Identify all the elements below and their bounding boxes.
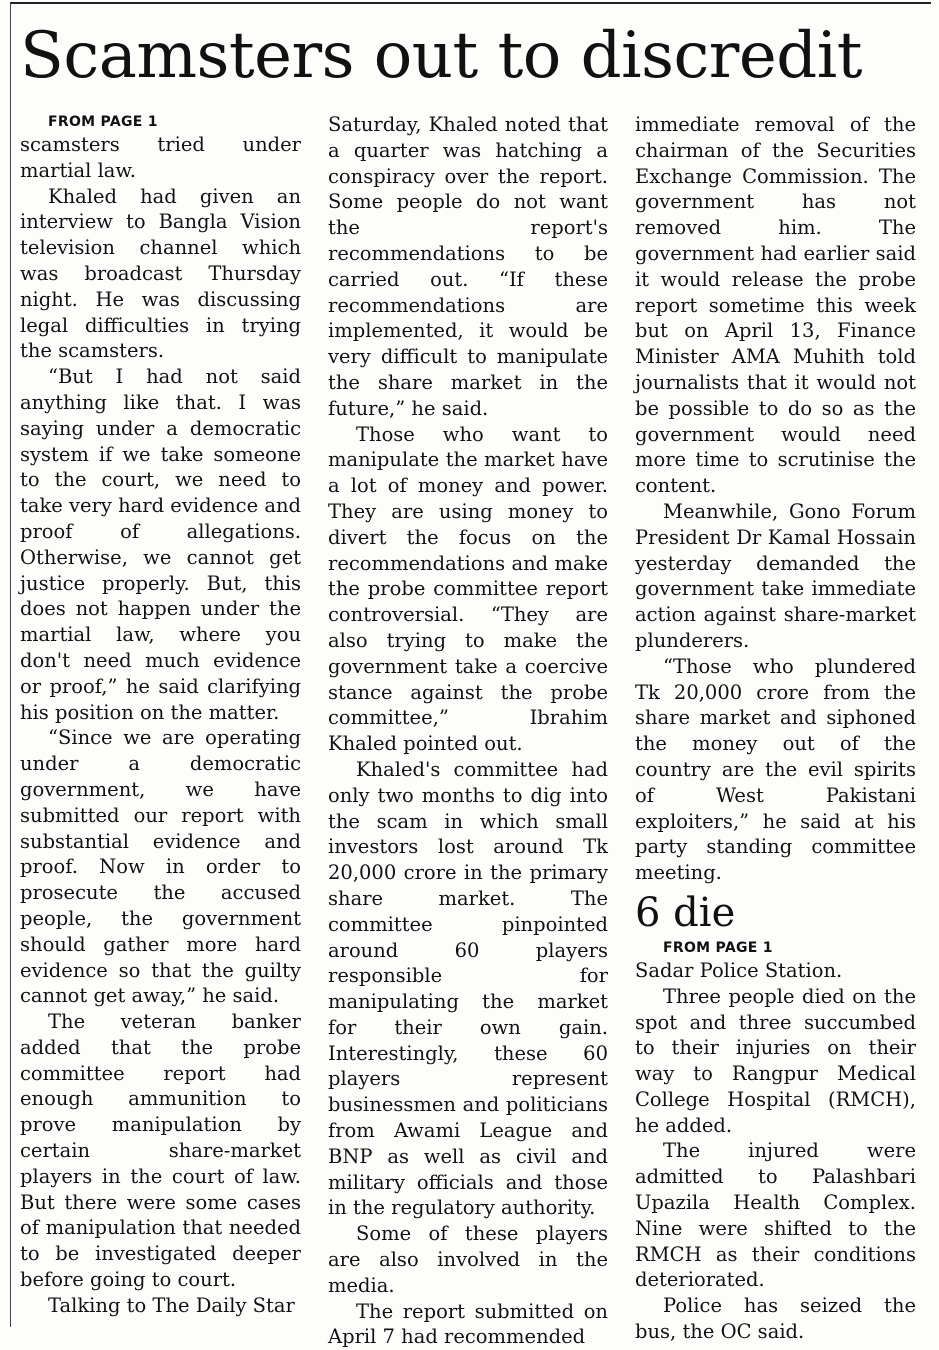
paragraph: Talking to The Daily Star	[48, 1293, 295, 1317]
article-headline: Scamsters out to discredit	[20, 19, 862, 93]
paragraph: Some of these players are also involved in the media.	[328, 1222, 608, 1297]
paragraph: “Since we are operating under a democratic government, we have submitted our report with substantial evidence and proof. Now in order to prosecute the accused people, the government should gather more hard evidence so that the guilty cannot get away,” he said.	[20, 726, 301, 1008]
paragraph: The report submitted on April 7 had recommended	[328, 1299, 608, 1349]
second-article-kicker: FROM PAGE 1	[663, 939, 773, 956]
paragraph: Saturday, Khaled noted that a quarter was hatching a conspiracy over the report. Some people do not want the report's recommendations to be carried out. “If these recommendations are implemented, it would be very difficult to manipulate the share market in the future,” he said.	[328, 113, 608, 420]
paragraph: The injured were admitted to Palashbari Upazila Health Complex. Nine were shifted to the RMCH as their conditions deteriorated.	[635, 1139, 916, 1292]
article-kicker: FROM PAGE 1	[48, 114, 158, 130]
paragraph: The veteran banker added that the probe committee report had enough ammunition to prove manipulation by certain share-market players in the court of law. But there were some cases of manipulation that needed to be investigated deeper before going to court.	[20, 1010, 301, 1292]
paragraph: Three people died on the spot and three succumbed to their injuries on their way to Rangpur Medical College Hospital (RMCH), he added.	[635, 984, 916, 1137]
paragraph: Khaled had given an interview to Bangla Vision television channel which was broadcast Thursday night. He was discussing legal difficulties in trying the scamsters.	[20, 184, 301, 363]
paragraph: Sadar Police Station.	[635, 958, 843, 982]
paragraph: immediate removal of the chairman of the Securities Exchange Commission. The government has not removed him. The government had earlier said it would release the probe report sometime this week but on April 13, Finance Minister AMA Muhith told journalists that it would not be possible to do so as the government would need more time to scrutinise the content.	[635, 113, 916, 498]
left-rule	[10, 2, 11, 1327]
article-column-1	[20, 112, 301, 1319]
paragraph: Meanwhile, Gono Forum President Dr Kamal Hossain yesterday demanded the government take immediate action against share-market plunderers.	[635, 499, 916, 652]
paragraph: Police has seized the bus, the OC said.	[635, 1294, 916, 1344]
top-rule	[10, 2, 931, 4]
second-article-headline: 6 die	[635, 889, 736, 936]
article-column-2	[328, 112, 608, 1350]
paragraph: “Those who plundered Tk 20,000 crore from the share market and siphoned the money out of the country are the evil spirits of West Pakistani exploiters,” he said at his party standing committee meeting.	[635, 654, 916, 885]
paragraph: “But I had not said anything like that. I was saying under a democratic system if we take someone to the court, we need to take very hard evidence and proof of allegations. Otherwise, we cannot get justice properly. But, this does not happen under the martial law, where you don't need much evidence or proof,” he said clarifying his position on the matter.	[20, 365, 301, 724]
paragraph: Khaled's committee had only two months to dig into the scam in which small investors lost around Tk 20,000 crore in the primary share market. The committee pinpointed around 60 players responsible for manipulating the market for their own gain. Interestingly, these 60 players represent businessmen and politicians from Awami League and BNP as well as civil and military officials and those in the regulatory authority.	[328, 757, 608, 1220]
article-column-3	[635, 112, 916, 1345]
paragraph: scamsters tried under martial law.	[20, 133, 301, 182]
paragraph: Those who want to manipulate the market have a lot of money and power. They are using money to divert the focus on the recommendations and make the probe committee report controversial. “They are also trying to make the government take a coercive stance against the probe committee,” Ibrahim Khaled pointed out.	[328, 422, 608, 756]
